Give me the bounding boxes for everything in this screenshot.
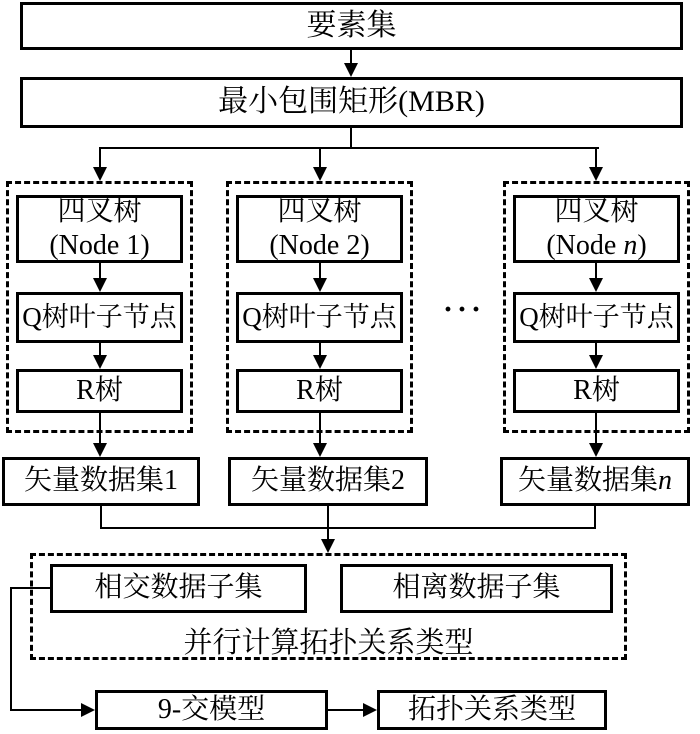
connector-elementset-mbr — [350, 50, 352, 64]
vector-dataset-box-n: 矢量数据集 n — [500, 457, 690, 506]
arrow-down-icon — [93, 443, 107, 457]
ellipsis: ··· — [443, 293, 486, 326]
quadtree-node-label: (Node n) — [546, 230, 647, 261]
arrow-down-icon — [93, 167, 107, 181]
arrow-down-icon — [589, 443, 603, 457]
quadtree-label: 四叉树 — [277, 196, 362, 228]
arrow-down-icon — [313, 443, 327, 457]
quadtree-box-2 — [236, 195, 403, 263]
connector-model-result — [328, 709, 363, 711]
connector-branch-col2 — [319, 147, 321, 168]
vector-dataset-box-2: 矢量数据集 2 — [228, 457, 428, 506]
connector-rtree-dataset-1 — [99, 413, 101, 444]
connector-merge-horizontal — [100, 527, 596, 529]
topology-relation-type-box: 拓扑关系类型 — [377, 690, 607, 730]
rtree-box-2: R树 — [236, 369, 403, 413]
connector-branch-col3 — [595, 147, 597, 168]
arrow-down-icon — [589, 355, 603, 369]
connector-merge-down — [327, 506, 329, 540]
quadtree-box-n — [513, 195, 680, 263]
intersect-subset-box: 相交数据子集 — [50, 564, 307, 613]
arrow-down-icon — [589, 278, 603, 292]
connector-branch-col1 — [99, 147, 101, 168]
arrow-down-icon — [313, 355, 327, 369]
quadtree-node-label: (Node 2) — [269, 230, 370, 261]
arrow-down-icon — [313, 167, 327, 181]
connector-feedback-in — [10, 709, 81, 711]
mbr-box: 最小包围矩形(MBR) — [20, 77, 683, 128]
quadtree-node-label: (Node 1) — [49, 230, 150, 261]
parallel-region-label: 并行计算拓扑关系类型 — [183, 627, 474, 659]
arrow-right-icon — [81, 703, 95, 717]
arrow-down-icon — [321, 539, 335, 553]
connector-quadtree-qleaf-1 — [99, 263, 101, 279]
connector-feedback-down — [10, 587, 12, 711]
connector-quadtree-qleaf-2 — [319, 263, 321, 279]
connector-mbr-branch — [350, 128, 352, 149]
arrow-down-icon — [313, 278, 327, 292]
connector-ds1-merge — [100, 506, 102, 529]
vector-dataset-box-1: 矢量数据集 1 — [2, 457, 200, 506]
connector-rtree-dataset-2 — [319, 413, 321, 444]
connector-dsn-merge — [594, 506, 596, 529]
qtree-leaf-box-2: Q树叶子节点 — [236, 292, 403, 343]
quadtree-label: 四叉树 — [554, 196, 639, 228]
rtree-box-n: R树 — [513, 369, 680, 413]
arrow-down-icon — [93, 278, 107, 292]
arrow-down-icon — [93, 355, 107, 369]
connector-branch-horizontal — [99, 147, 599, 149]
connector-rtree-dataset-n — [595, 413, 597, 444]
qtree-leaf-box-1: Q树叶子节点 — [16, 292, 183, 343]
qtree-leaf-box-n: Q树叶子节点 — [513, 292, 680, 343]
nine-intersection-model-box: 9-交模型 — [95, 690, 328, 730]
arrow-down-icon — [344, 63, 358, 77]
arrow-right-icon — [363, 703, 377, 717]
connector-quadtree-qleaf-n — [595, 263, 597, 279]
disjoint-subset-box: 相离数据子集 — [340, 564, 613, 613]
arrow-down-icon — [589, 167, 603, 181]
element-set-box: 要素集 — [20, 2, 683, 50]
connector-feedback-out — [10, 587, 50, 589]
rtree-box-1: R树 — [16, 369, 183, 413]
quadtree-box-1 — [16, 195, 183, 263]
quadtree-label: 四叉树 — [57, 196, 142, 228]
